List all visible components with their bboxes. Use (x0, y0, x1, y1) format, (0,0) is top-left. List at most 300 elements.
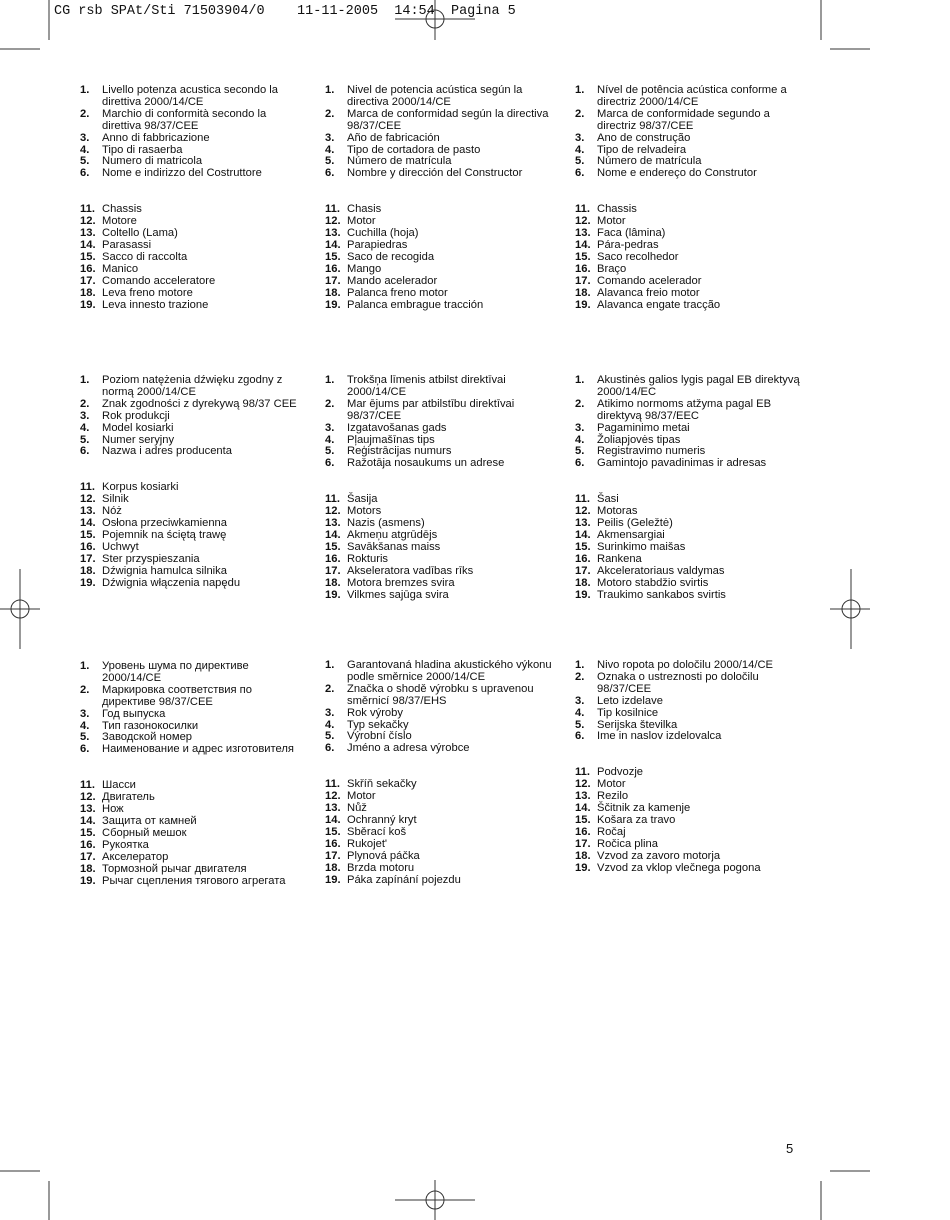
item-number: 17. (80, 274, 96, 287)
list-item (575, 851, 800, 863)
item-text: Ano de construção (597, 131, 691, 144)
item-text: Akmensargiai (597, 528, 665, 541)
item-text: Marca de conformidade segundo a directriz 98/37/CEE (597, 107, 770, 132)
item-number: 13. (80, 505, 96, 518)
list-item (575, 731, 800, 743)
list-item (325, 839, 555, 851)
item-number: 15. (575, 813, 591, 826)
item-group (575, 494, 800, 601)
list-item (325, 863, 555, 875)
item-number: 1. (325, 659, 335, 671)
item-number: 16. (575, 825, 591, 838)
item-text: Nombre y dirección del Constructor (347, 167, 523, 180)
item-number: 11. (325, 493, 340, 506)
item-text: Vzvod za zavoro motorja (597, 849, 721, 862)
item-text: Motor (347, 790, 376, 803)
list-item (80, 252, 302, 264)
item-number: 11. (80, 203, 95, 216)
item-number: 16. (575, 552, 591, 565)
item-text: Motors (347, 505, 382, 518)
item-number: 4. (325, 143, 335, 156)
item-text: Manico (102, 262, 139, 275)
item-text: Rezilo (597, 790, 629, 803)
item-text: Rok výroby (347, 706, 403, 719)
item-text: Motor (347, 215, 376, 228)
list-item (325, 133, 555, 145)
item-number: 2. (575, 670, 585, 683)
item-number: 6. (80, 743, 90, 756)
item-number: 11. (325, 778, 340, 791)
item-number: 5. (325, 730, 335, 743)
item-text: Parapiedras (347, 238, 408, 251)
item-text: Comando acceleratore (102, 274, 216, 287)
item-number: 17. (325, 564, 341, 577)
list-item (575, 554, 800, 566)
item-number: 5. (325, 445, 335, 458)
item-group (325, 204, 555, 311)
list-item (80, 264, 302, 276)
item-number: 11. (325, 203, 340, 216)
item-text: Motore (102, 215, 137, 228)
item-text: Reģistrācijas numurs (347, 445, 452, 458)
item-text: Dźwignia włączenia napędu (102, 576, 241, 589)
item-text: Traukimo sankabos svirtis (597, 588, 726, 601)
list-item (80, 446, 302, 458)
item-text: Chassis (597, 203, 637, 216)
item-number: 2. (575, 397, 585, 410)
section-3-col-1 (80, 661, 302, 911)
item-text: Alavanca engate tracção (597, 298, 721, 311)
list-item (325, 300, 555, 312)
list-item (80, 411, 302, 423)
item-number: 1. (575, 659, 585, 671)
item-number: 11. (575, 493, 590, 506)
item-number: 16. (325, 262, 341, 275)
item-text: Pojemnik na ściętą trawę (102, 528, 227, 541)
item-text: Dźwignia hamulca silnika (102, 564, 227, 577)
item-number: 16. (80, 262, 96, 275)
item-text: Alavanca freio motor (597, 286, 700, 299)
item-number: 12. (575, 215, 591, 228)
item-text: Pļaujmašīnas tips (347, 433, 435, 446)
item-text: Osłona przeciwkamienna (102, 517, 227, 530)
item-number: 2. (80, 107, 90, 120)
item-number: 19. (575, 298, 591, 311)
item-number: 2. (325, 107, 335, 120)
list-item (325, 399, 555, 423)
item-number: 19. (80, 298, 96, 311)
list-item (325, 109, 555, 133)
item-number: 3. (80, 409, 90, 422)
item-number: 3. (575, 131, 585, 144)
item-text: Tipo di rasaerba (102, 143, 183, 156)
list-item (325, 252, 555, 264)
item-text: Mango (347, 262, 382, 275)
item-text: Marca de conformidad según la directiva 98/37/CEE (347, 107, 549, 132)
item-number: 14. (575, 528, 591, 541)
item-number: 19. (575, 588, 591, 601)
item-text: Numer seryjny (102, 433, 175, 446)
list-item (80, 876, 302, 888)
item-number: 6. (80, 167, 90, 180)
item-number: 5. (575, 445, 585, 458)
item-number: 12. (575, 505, 591, 518)
list-item (325, 578, 555, 590)
item-number: 13. (325, 517, 341, 530)
item-number: 17. (575, 837, 591, 850)
item-number: 6. (575, 457, 585, 470)
item-number: 14. (575, 238, 591, 251)
list-item (80, 744, 302, 756)
item-text: Год выпуска (102, 707, 166, 720)
item-text: Рукоятка (102, 838, 149, 851)
item-text: Akceleratoriaus valdymas (597, 564, 725, 577)
item-number: 3. (80, 131, 90, 144)
item-number: 2. (80, 683, 90, 696)
item-number: 16. (325, 552, 341, 565)
item-number: 15. (80, 250, 96, 263)
list-item (575, 590, 800, 602)
item-text: Mar ējums par atbilstību direktīvai 98/37/CEE (347, 397, 515, 422)
item-text: Palanca embrague tracción (347, 298, 484, 311)
item-text: Pára-pedras (597, 238, 659, 251)
list-item (325, 85, 555, 109)
item-group (325, 660, 555, 755)
section-1-col-1 (80, 85, 302, 335)
item-number: 4. (575, 143, 585, 156)
item-text: Заводской номер (102, 731, 193, 744)
list-item (575, 578, 800, 590)
item-number: 1. (80, 660, 90, 672)
list-item (325, 590, 555, 602)
item-number: 12. (575, 778, 591, 791)
list-item (575, 839, 800, 851)
item-number: 17. (80, 850, 96, 863)
item-number: 4. (80, 719, 90, 732)
list-item (325, 288, 555, 300)
list-item (575, 276, 800, 288)
list-item (80, 168, 302, 180)
item-group (80, 375, 302, 458)
item-text: Marchio di conformità secondo la direttiva 98/37/CEE (102, 107, 267, 132)
item-text: Comando acelerador (597, 274, 702, 287)
item-number: 4. (575, 433, 585, 446)
list-item (325, 660, 555, 684)
item-text: Акселератор (102, 850, 169, 863)
item-group (80, 482, 302, 589)
item-text: Coltello (Lama) (102, 227, 178, 240)
item-number: 15. (80, 528, 96, 541)
item-number: 11. (575, 203, 590, 216)
list-item (80, 300, 302, 312)
item-text: Motor (597, 215, 626, 228)
item-group (80, 85, 302, 180)
item-text: Маркировка соответствия по директиве 98/37/CEE (102, 683, 252, 708)
item-number: 17. (575, 564, 591, 577)
item-number: 5. (575, 718, 585, 731)
item-number: 18. (325, 286, 341, 299)
item-number: 4. (80, 421, 90, 434)
item-text: Наименование и адрес изготовителя (102, 743, 294, 756)
item-number: 1. (325, 84, 335, 96)
list-item (575, 168, 800, 180)
item-text: Nazis (asmens) (347, 517, 425, 530)
item-number: 1. (80, 84, 90, 96)
item-number: 12. (325, 790, 341, 803)
item-text: Leva freno motore (102, 286, 193, 299)
item-group (575, 375, 800, 470)
item-number: 6. (80, 445, 90, 458)
list-item (80, 423, 302, 435)
item-number: 3. (575, 421, 585, 434)
item-text: Parasassi (102, 238, 152, 251)
item-text: Košara za travo (597, 813, 676, 826)
item-text: Nazwa i adres producenta (102, 445, 232, 458)
item-number: 3. (80, 707, 90, 720)
item-number: 15. (575, 250, 591, 263)
list-item (80, 709, 302, 721)
item-number: 16. (80, 540, 96, 553)
item-text: Izgatavošanas gads (347, 421, 447, 434)
item-text: Ime in naslov izdelovalca (597, 730, 722, 743)
item-text: Рычаг сцепления тягового агрегата (102, 874, 286, 887)
list-item (80, 276, 302, 288)
item-group (80, 780, 302, 887)
item-number: 13. (80, 803, 96, 816)
item-text: Уровень шума по директиве 2000/14/CE (102, 660, 249, 684)
item-text: Rokturis (347, 552, 389, 565)
item-number: 3. (325, 131, 335, 144)
item-group (325, 375, 555, 470)
item-text: Gamintojo pavadinimas ir adresas (597, 457, 767, 470)
item-text: Año de fabricación (347, 131, 440, 144)
item-number: 13. (325, 802, 341, 815)
list-item (80, 828, 302, 840)
item-number: 18. (80, 286, 96, 299)
item-number: 17. (325, 274, 341, 287)
item-number: 18. (575, 576, 591, 589)
item-number: 12. (325, 505, 341, 518)
item-text: Motor (597, 778, 626, 791)
item-number: 13. (575, 790, 591, 803)
item-number: 18. (575, 849, 591, 862)
item-number: 14. (80, 517, 96, 530)
item-number: 13. (575, 227, 591, 240)
item-number: 15. (325, 825, 341, 838)
item-text: Nome e endereço do Construtor (597, 167, 757, 180)
list-item (575, 827, 800, 839)
item-text: Sběrací koš (347, 825, 407, 838)
list-item (80, 685, 302, 709)
item-text: Ochranný kryt (347, 813, 417, 826)
item-text: Akustinės galios lygis pagal EB direktyvą 2000/14/EC (597, 374, 800, 398)
list-item (325, 708, 555, 720)
item-number: 14. (575, 802, 591, 815)
item-number: 14. (325, 238, 341, 251)
section-3-col-2 (325, 660, 555, 910)
item-text: Тип газонокосилки (102, 719, 199, 732)
item-number: 5. (80, 731, 90, 744)
list-item (325, 554, 555, 566)
item-number: 19. (325, 873, 341, 886)
item-number: 14. (80, 238, 96, 251)
list-item (575, 672, 800, 696)
item-text: Uchwyt (102, 540, 139, 553)
item-number: 1. (575, 84, 585, 96)
item-text: Silnik (102, 493, 129, 506)
list-item (325, 851, 555, 863)
list-item (325, 375, 555, 399)
item-number: 2. (575, 107, 585, 120)
item-number: 19. (575, 861, 591, 874)
item-number: 1. (325, 374, 335, 386)
item-text: Nivel de potencia acústica según la directiva 2000/14/CE (347, 84, 523, 108)
item-text: Sacco di raccolta (102, 250, 188, 263)
list-item (325, 542, 555, 554)
item-number: 11. (80, 779, 95, 792)
item-text: Oznaka o ustreznosti po določilu 98/37/CEE (597, 670, 759, 695)
item-text: Cuchilla (hoja) (347, 227, 419, 240)
item-number: 17. (325, 849, 341, 862)
list-item (325, 684, 555, 708)
item-number: 14. (325, 813, 341, 826)
list-item (80, 109, 302, 133)
list-item (80, 578, 302, 590)
item-text: Motoras (597, 505, 638, 518)
list-item (80, 375, 302, 399)
list-item (575, 696, 800, 708)
list-item (80, 554, 302, 566)
item-number: 11. (575, 766, 590, 779)
item-text: Peilis (Geležtė) (597, 517, 673, 530)
item-number: 15. (575, 540, 591, 553)
item-text: Palanca freno motor (347, 286, 448, 299)
item-number: 19. (80, 576, 96, 589)
item-text: Model kosiarki (102, 421, 174, 434)
item-text: Ražotāja nosaukums un adrese (347, 457, 505, 470)
item-number: 16. (575, 262, 591, 275)
item-group (80, 661, 302, 756)
item-group (325, 85, 555, 180)
item-number: 2. (80, 397, 90, 410)
item-number: 15. (80, 826, 96, 839)
item-number: 6. (325, 742, 335, 755)
item-text: Registravimo numeris (597, 445, 706, 458)
list-item (325, 827, 555, 839)
list-item (80, 399, 302, 411)
list-item (80, 288, 302, 300)
item-text: Tipo de relvadeira (597, 143, 687, 156)
item-text: Podvozje (597, 766, 644, 779)
item-text: Brzda motoru (347, 861, 415, 874)
item-number: 4. (325, 433, 335, 446)
item-group (575, 767, 800, 874)
item-text: Numero di matricola (102, 155, 203, 168)
item-number: 12. (80, 215, 96, 228)
page-number: 5 (786, 1141, 794, 1156)
item-text: Surinkimo maišas (597, 540, 686, 553)
item-text: Braço (597, 262, 627, 275)
item-number: 14. (80, 814, 96, 827)
item-text: Ščitnik za kamenje (597, 802, 691, 815)
item-group (575, 660, 800, 743)
item-number: 5. (80, 433, 90, 446)
item-number: 3. (325, 421, 335, 434)
item-text: Ročaj (597, 825, 626, 838)
item-number: 6. (325, 457, 335, 470)
list-item (80, 85, 302, 109)
item-number: 18. (80, 862, 96, 875)
item-number: 11. (80, 481, 95, 494)
item-number: 15. (325, 540, 341, 553)
list-item (325, 423, 555, 435)
item-text: Ster przyspieszania (102, 552, 200, 565)
list-item (575, 133, 800, 145)
list-item (325, 566, 555, 578)
list-item (575, 264, 800, 276)
item-text: Vzvod za vklop vlečnega pogona (597, 861, 761, 874)
item-text: Nóż (102, 505, 122, 518)
item-text: Chasis (347, 203, 382, 216)
item-number: 4. (80, 143, 90, 156)
item-text: Mando acelerador (347, 274, 438, 287)
item-text: Двигатель (102, 791, 155, 804)
item-number: 5. (80, 155, 90, 168)
list-item (575, 458, 800, 470)
item-text: Leto izdelave (597, 694, 663, 707)
item-text: Plynová páčka (347, 849, 420, 862)
list-item (80, 864, 302, 876)
list-item (575, 109, 800, 133)
section-3-col-3 (575, 660, 800, 899)
item-number: 4. (575, 706, 585, 719)
print-slug: CG rsb SPAt/Sti 71503904/0 11-11-2005 14:54 Pagina 5 (54, 4, 516, 19)
item-text: Saco de recogida (347, 250, 435, 263)
list-item (575, 300, 800, 312)
item-text: Jméno a adresa výrobce (347, 742, 470, 755)
item-text: Faca (lâmina) (597, 227, 666, 240)
item-number: 1. (575, 374, 585, 386)
item-text: Akmeņu atgrūdējs (347, 528, 438, 541)
item-text: Ročica plina (597, 837, 658, 850)
section-1-col-3 (575, 85, 800, 335)
item-text: Anno di fabbricazione (102, 131, 210, 144)
list-item (325, 276, 555, 288)
item-text: Nome e indirizzo del Costruttore (102, 167, 262, 180)
item-number: 19. (80, 874, 96, 887)
item-text: Trokšņa līmenis atbilst direktīvai 2000/14/CE (347, 374, 506, 398)
item-number: 6. (575, 730, 585, 743)
item-number: 5. (325, 155, 335, 168)
item-number: 16. (325, 837, 341, 850)
item-group (325, 779, 555, 886)
list-item (575, 863, 800, 875)
item-text: Vilkmes sajūga svira (347, 588, 449, 601)
item-number: 17. (575, 274, 591, 287)
item-group (80, 204, 302, 311)
list-item (575, 542, 800, 554)
item-text: Тормозной рычаг двигателя (102, 862, 247, 875)
item-text: Защита от камней (102, 814, 197, 827)
item-number: 13. (80, 227, 96, 240)
section-1-col-2 (325, 85, 555, 335)
item-number: 13. (575, 517, 591, 530)
list-item (575, 375, 800, 399)
list-item (80, 566, 302, 578)
item-text: Rukojet' (347, 837, 388, 850)
list-item (325, 264, 555, 276)
list-item (80, 840, 302, 852)
